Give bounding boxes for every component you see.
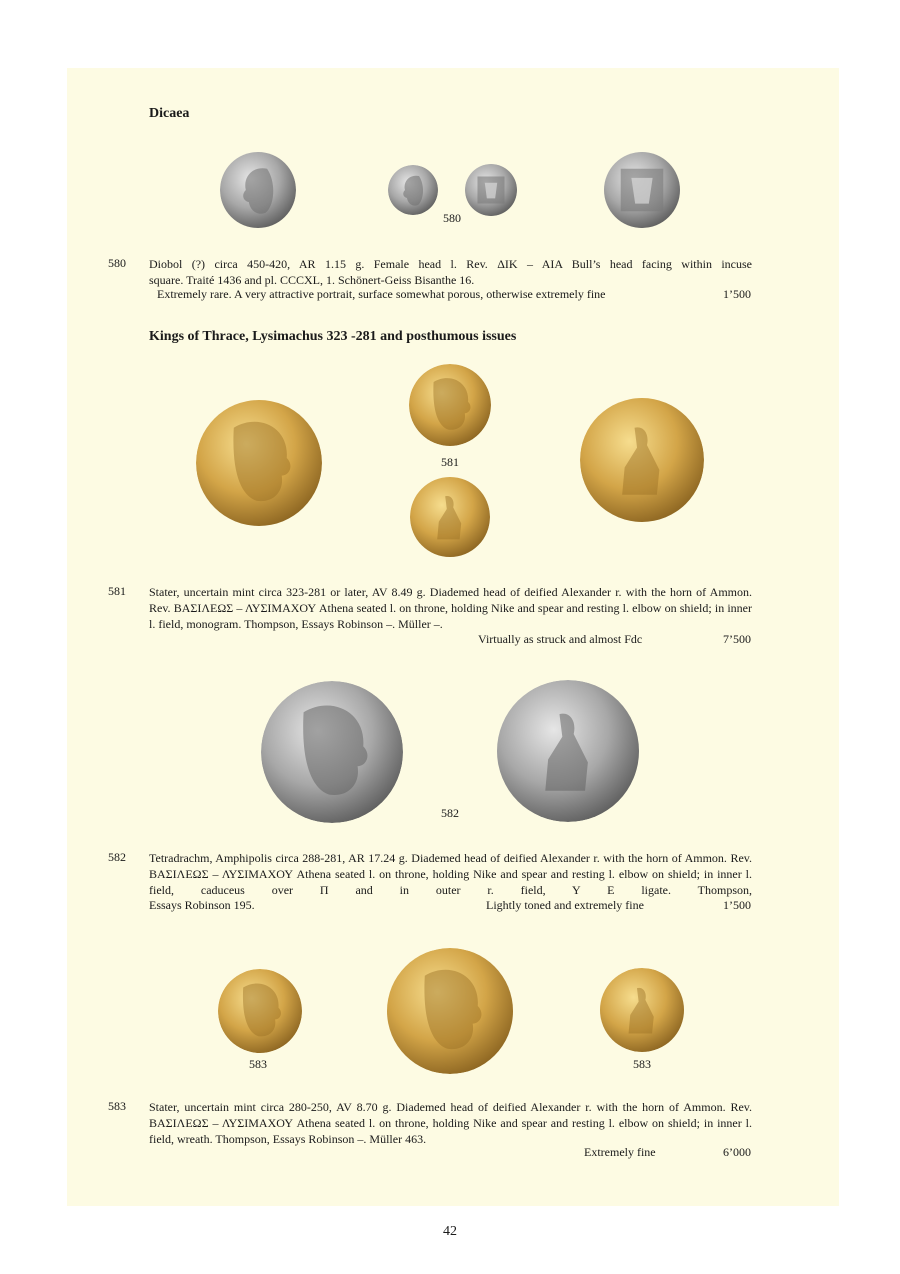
page-number: 42 (443, 1224, 457, 1239)
coin-581-reverse-large (580, 396, 704, 524)
lot-description-581: Stater, uncertain mint circa 323-281 or later, AV 8.49 g. Diademed head of deified Alexander r. with the horn of Ammon. Rev. ΒΑΣΙΛΕΩΣ – ΛΥΣΙΜΑΧΟΥ Athena seated l. on throne, holding Nike and spear and resting l. elbow on shield; in inner l. field, monogram. Thompson, Essays Robinson –. Müller –. (149, 585, 752, 631)
lot-description-583: Stater, uncertain mint circa 280-250, AV 8.70 g. Diademed head of deified Alexander r. with the horn of Ammon. Rev. ΒΑΣΙΛΕΩΣ – ΛΥΣΙΜΑΧΟΥ Athena seated l. on throne, holding Nike and spear and resting l. elbow on shield; in inner l. field, wreath. Thompson, Essays Robinson –. Müller 463. (149, 1100, 752, 1146)
section-heading-lysimachus: Kings of Thrace, Lysimachus 323 -281 and posthumous issues (149, 329, 517, 344)
coin-583-obverse-large (386, 948, 514, 1074)
coin-caption-583-left: 583 (249, 1057, 267, 1071)
coin-581-reverse-small (410, 476, 490, 558)
coin-580-reverse-large (603, 152, 681, 228)
lot-description-580-line1: Diobol (?) circa 450-420, AR 1.15 g. Female head l. Rev. ΔIK – AIA Bull’s head facing within incuse (149, 257, 752, 271)
lot-price-581: 7’500 (723, 632, 751, 646)
coin-581-obverse-small (409, 364, 491, 446)
lot-price-583: 6’000 (723, 1145, 751, 1159)
coin-caption-582: 582 (441, 806, 459, 820)
coin-580-obverse-small (388, 165, 438, 215)
coin-581-obverse-large (196, 398, 322, 528)
lot-number-581: 581 (108, 584, 126, 598)
lot-grade-581: Virtually as struck and almost Fdc (478, 632, 643, 646)
coin-caption-583-right: 583 (633, 1057, 651, 1071)
lot-grade-583: Extremely fine (584, 1145, 656, 1159)
coin-583-reverse-small (599, 968, 685, 1052)
lot-price-582: 1’500 (723, 898, 751, 912)
coin-582-reverse (496, 680, 640, 822)
coin-580-obverse-large (220, 150, 296, 230)
coin-caption-580: 580 (443, 211, 461, 225)
lot-price-580: 1’500 (723, 287, 751, 301)
lot-description-582: Tetradrachm, Amphipolis circa 288-281, AR 17.24 g. Diademed head of deified Alexander r. with the horn of Ammon. Rev. ΒΑΣΙΛΕΩΣ – ΛΥΣΙΜΑΧΟΥ Athena seated l. on throne, holding Nike and spear and resting l. elbow on shield; in inner l. field, caduceus over Π and in outer r. field, Y E ligate. Thompson, (149, 851, 752, 897)
lot-number-583: 583 (108, 1099, 126, 1113)
lot-grade-580: Extremely rare. A very attractive portrait, surface somewhat porous, otherwise extremely fine (157, 287, 606, 301)
coin-caption-581: 581 (441, 455, 459, 469)
section-heading-dicaea: Dicaea (149, 106, 190, 121)
coin-583-obverse-small (218, 969, 302, 1053)
lot-description-580-line2: square. Traité 1436 and pl. CCCXL, 1. Schönert-Geiss Bisanthe 16. (149, 273, 475, 287)
lot-reference-582: Essays Robinson 195. (149, 898, 255, 912)
lot-grade-582: Lightly toned and extremely fine (486, 898, 644, 912)
lot-number-582: 582 (108, 850, 126, 864)
coin-582-obverse (261, 681, 403, 823)
coin-580-reverse-small (465, 164, 517, 216)
lot-number-580: 580 (108, 256, 126, 270)
